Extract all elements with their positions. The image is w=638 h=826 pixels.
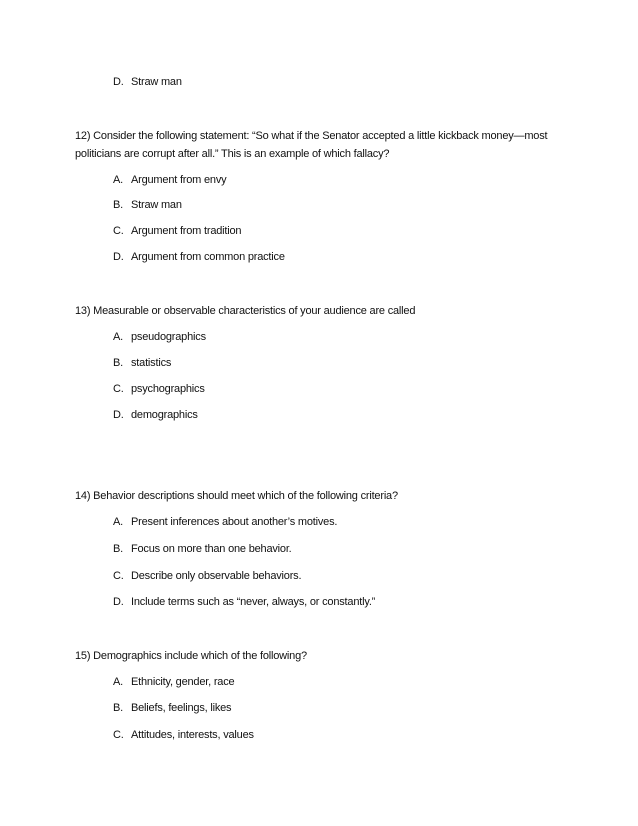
option-letter: A.: [113, 676, 123, 688]
option-text: Argument from envy: [131, 174, 227, 186]
question-15-option-a: [113, 676, 234, 689]
question-13-option-d: [113, 409, 198, 422]
option-letter: C.: [113, 570, 124, 582]
question-14-option-b: [113, 543, 292, 556]
question-12-continuation: politicians are corrupt after all.” This is an example of which fallacy?: [75, 148, 390, 160]
question-13-option-c: [113, 383, 205, 396]
option-letter: C.: [113, 383, 124, 395]
question-12-option-c: [113, 225, 241, 238]
question-15-option-c: [113, 729, 254, 742]
question-13: 13) Measurable or observable characteristics of your audience are called: [75, 305, 416, 317]
option-text: Attitudes, interests, values: [131, 729, 254, 741]
option-letter: B.: [113, 357, 123, 369]
option-text: Straw man: [131, 199, 182, 211]
option-letter: C.: [113, 225, 124, 237]
option-letter: D.: [113, 76, 124, 88]
option-text: Beliefs, feelings, likes: [131, 702, 232, 714]
question-14-option-d: [113, 596, 375, 609]
question-13-option-a: [113, 331, 206, 344]
option-letter: A.: [113, 331, 123, 343]
option-letter: D.: [113, 409, 124, 421]
option-letter: C.: [113, 729, 124, 741]
option-text: demographics: [131, 409, 198, 421]
option-text: statistics: [131, 357, 172, 369]
option-text: Argument from tradition: [131, 225, 242, 237]
option-text: Focus on more than one behavior.: [131, 543, 292, 555]
option-text: Argument from common practice: [131, 251, 285, 263]
question-12: 12) Consider the following statement: “So what if the Senator accepted a little kickback money—most: [75, 130, 548, 142]
option-letter: A.: [113, 516, 123, 528]
option-text: Include terms such as “never, always, or constantly.”: [131, 596, 376, 608]
option-letter: A.: [113, 174, 123, 186]
option-text: Describe only observable behaviors.: [131, 570, 302, 582]
question-12-option-a: [113, 174, 226, 187]
option-text: psychographics: [131, 383, 205, 395]
option-letter: B.: [113, 702, 123, 714]
question-12-option-b: [113, 199, 182, 212]
question-14-option-c: [113, 570, 301, 583]
option-text: pseudographics: [131, 331, 206, 343]
option-d-straw-man: [113, 76, 182, 89]
question-15-option-b: [113, 702, 231, 715]
question-14: 14) Behavior descriptions should meet which of the following criteria?: [75, 490, 398, 502]
option-text: Ethnicity, gender, race: [131, 676, 235, 688]
question-12-option-d: [113, 251, 285, 264]
question-15: 15) Demographics include which of the following?: [75, 650, 307, 662]
option-letter: D.: [113, 251, 124, 263]
option-text: Straw man: [131, 76, 182, 88]
option-letter: D.: [113, 596, 124, 608]
question-13-option-b: [113, 357, 171, 370]
option-letter: B.: [113, 543, 123, 555]
option-text: Present inferences about another’s motives.: [131, 516, 338, 528]
question-14-option-a: [113, 516, 337, 529]
option-letter: B.: [113, 199, 123, 211]
